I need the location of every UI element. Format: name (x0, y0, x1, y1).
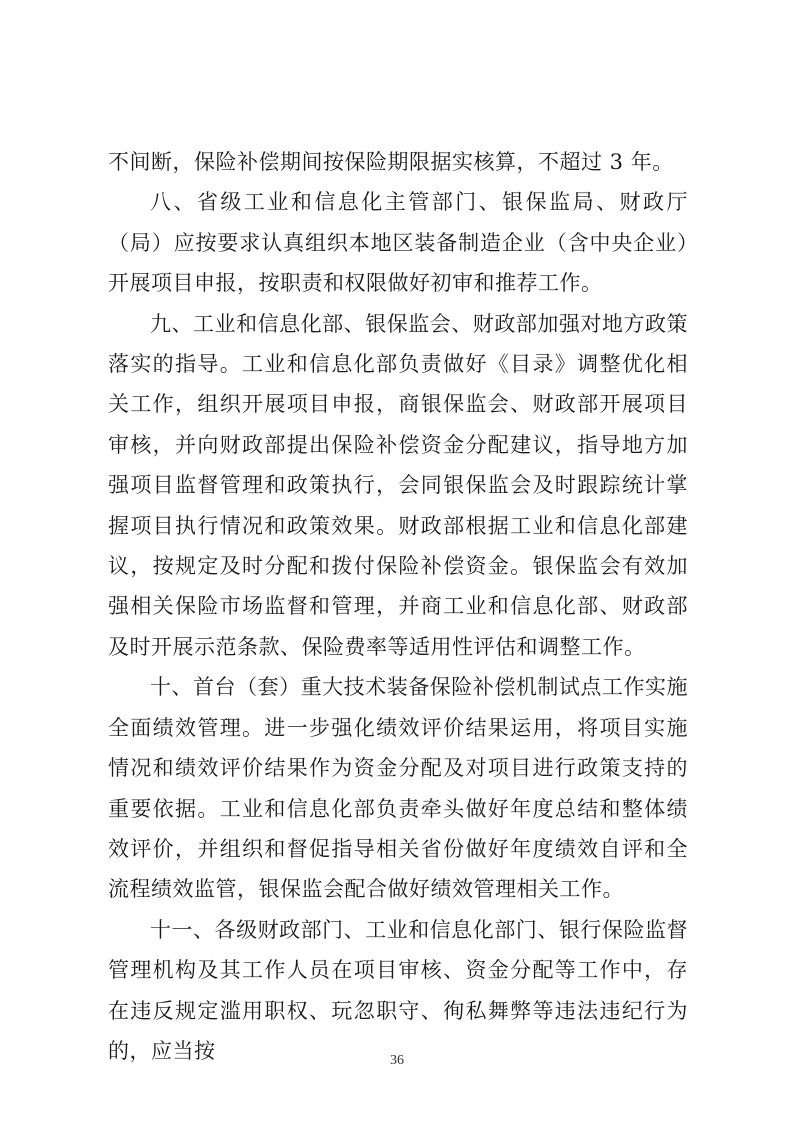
document-body (108, 142, 688, 1071)
paragraph-item-9: 九、工业和信息化部、银保监会、财政部加强对地方政策落实的指导。工业和信息化部负责做好《目录》调整优化相关工作，组织开展项目申报，商银保监会、财政部开展项目审核，并向财政部提出保险补偿资金分配建议，指导地方加强项目监督管理和政策执行，会同银保监会及时跟踪统计掌握项目执行情况和政策效果。财政部根据工业和信息化部建议，按规定及时分配和拨付保险补偿资金。银保监会有效加强相关保险市场监督和管理，并商工业和信息化部、财政部及时开展示范条款、保险费率等适用性评估和调整工作。 (108, 311, 688, 659)
paragraph-item-8: 八、省级工业和信息化主管部门、银保监局、财政厅（局）应按要求认真组织本地区装备制造企业（含中央企业）开展项目申报，按职责和权限做好初审和推荐工作。 (108, 190, 688, 296)
paragraph-item-11: 十一、各级财政部门、工业和信息化部门、银行保险监督管理机构及其工作人员在项目审核、资金分配等工作中，存在违反规定滥用职权、玩忽职守、徇私舞弊等违法违纪行为的，应当按 (108, 917, 688, 1063)
paragraph-item-10: 十、首台（套）重大技术装备保险补偿机制试点工作实施全面绩效管理。进一步强化绩效评价结果运用，将项目实施情况和绩效评价结果作为资金分配及对项目进行政策支持的重要依据。工业和信息化部负责牵头做好年度总结和整体绩效评价，并组织和督促指导相关省份做好年度绩效自评和全流程绩效监管，银保监会配合做好绩效管理相关工作。 (108, 675, 688, 902)
page-number: 36 (390, 1053, 404, 1068)
paragraph-continuation: 不间断，保险补偿期间按保险期限据实核算，不超过 3 年。 (108, 150, 674, 174)
